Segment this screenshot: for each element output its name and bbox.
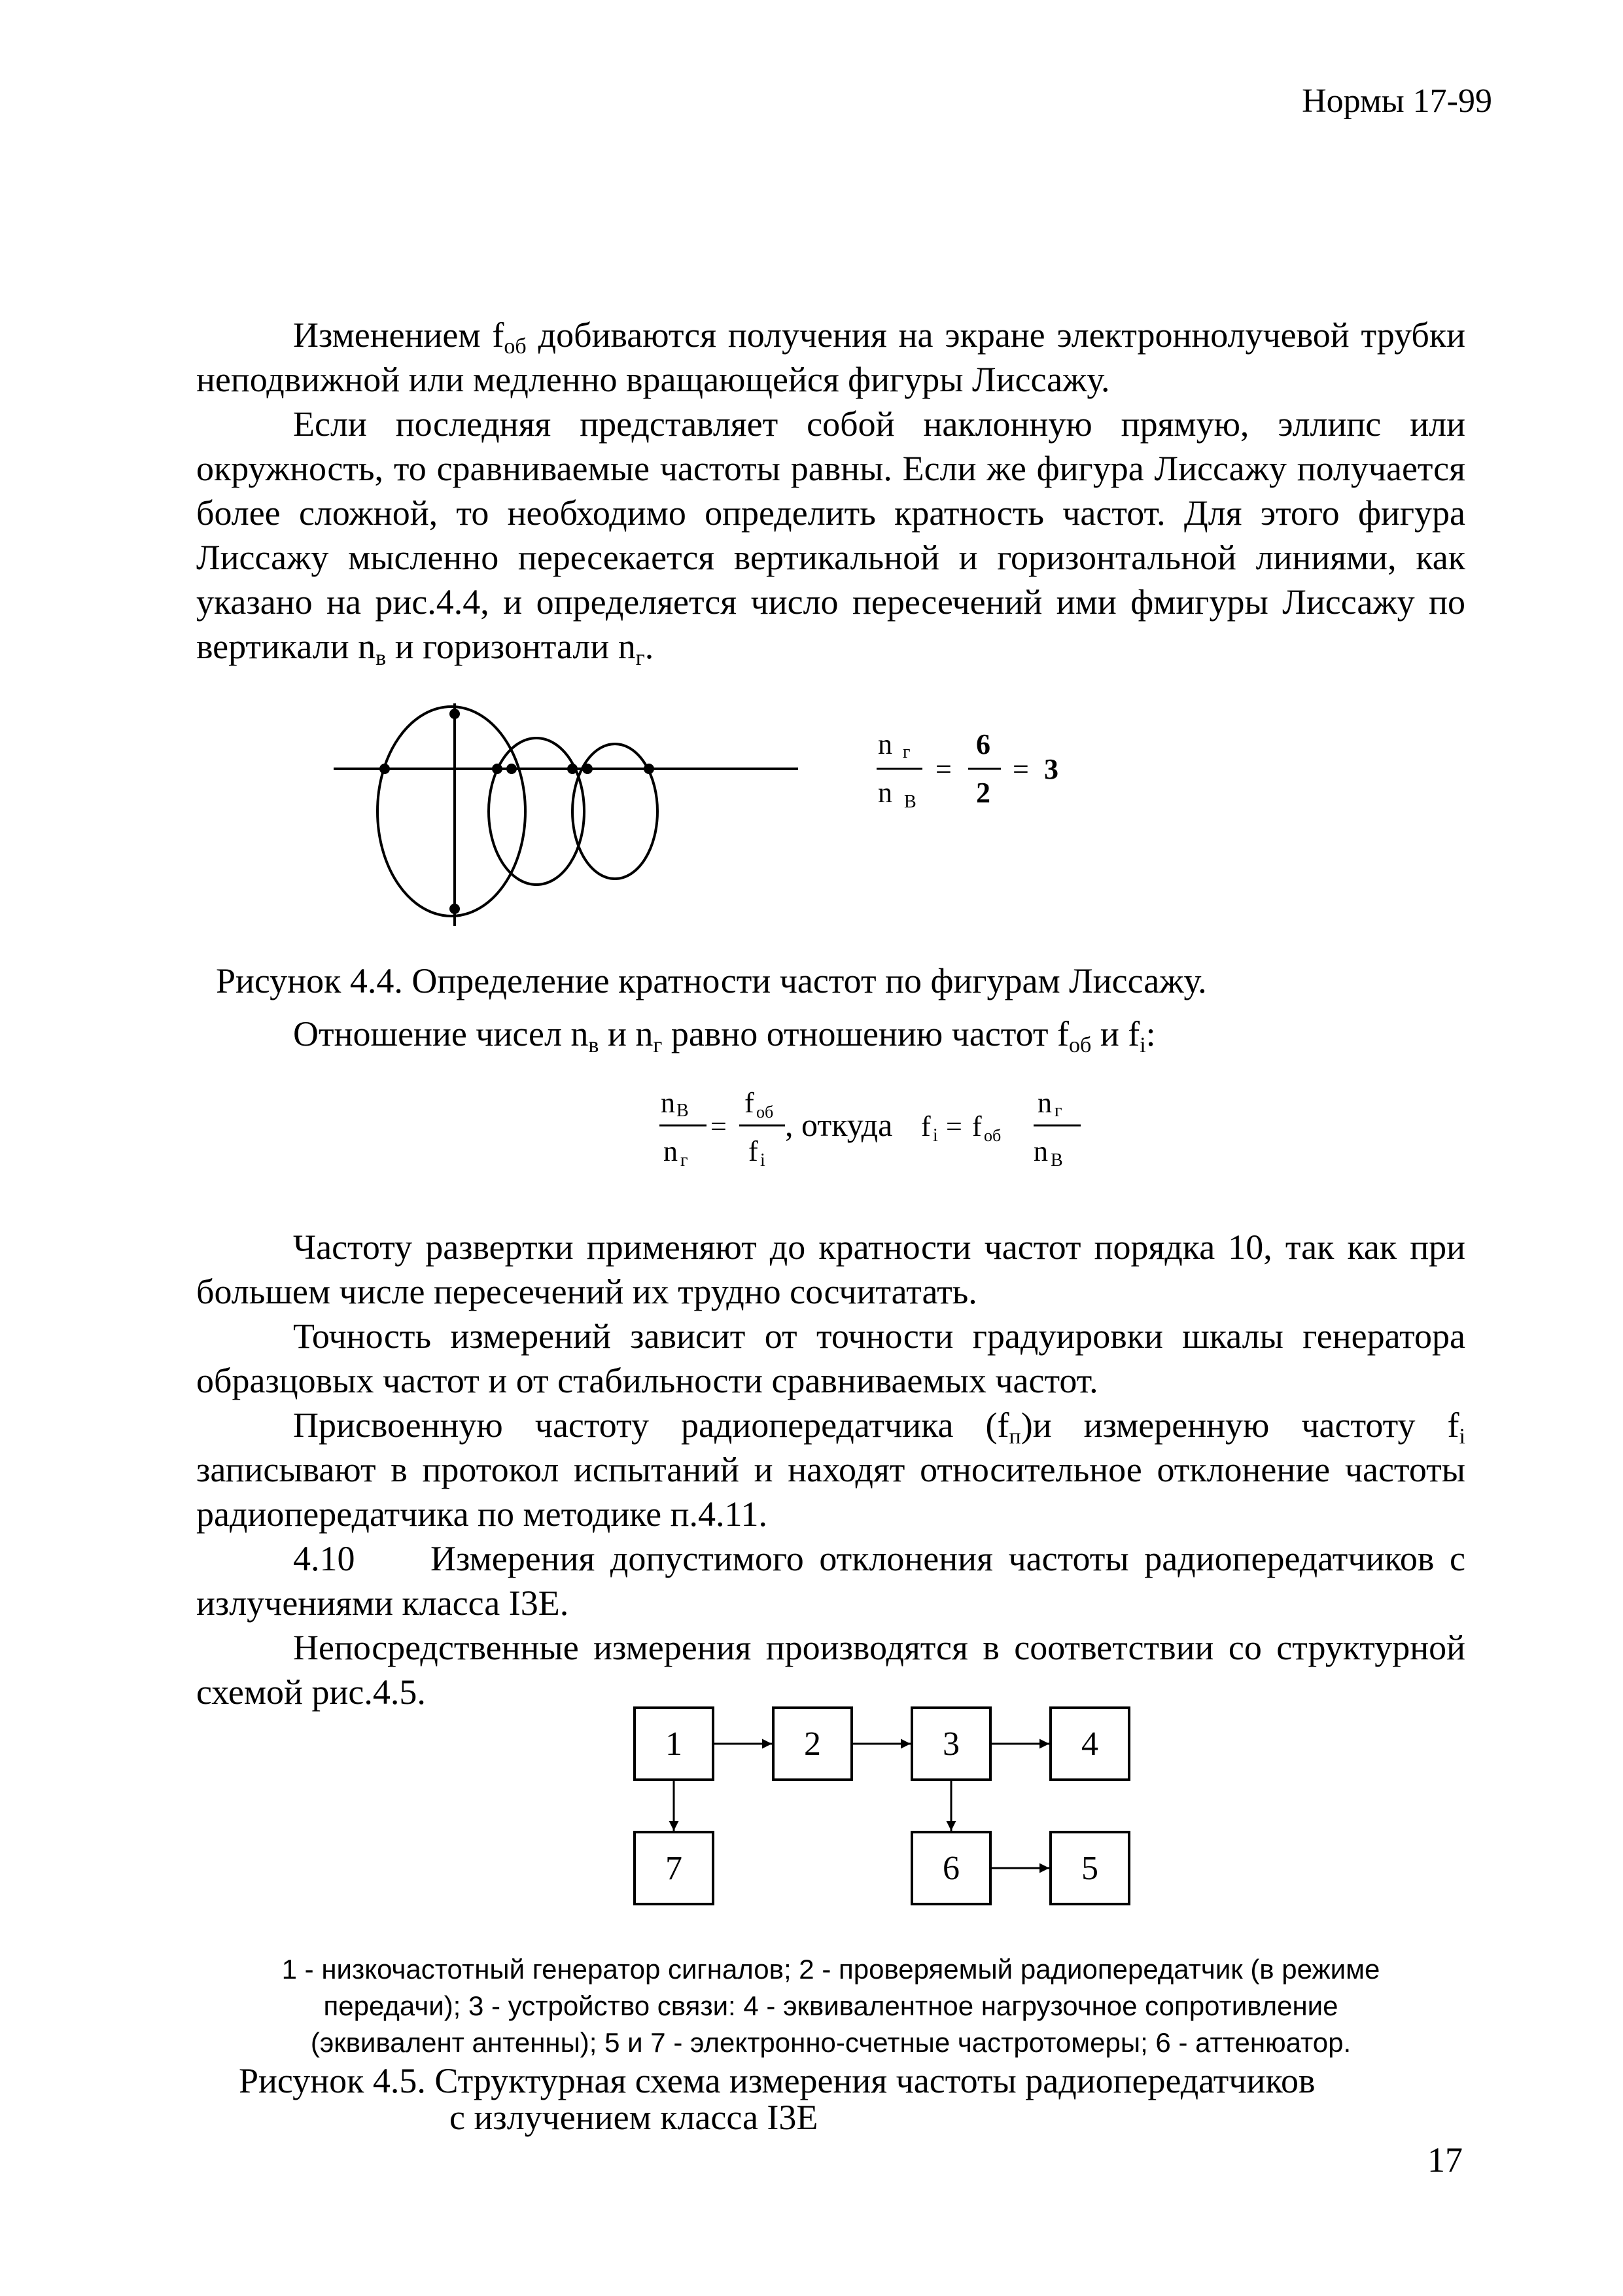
box-1: [635, 1708, 713, 1780]
svg-text:=: =: [710, 1110, 727, 1142]
svg-text:f: f: [748, 1135, 758, 1167]
svg-text:n: n: [1038, 1087, 1052, 1119]
paragraph-7: 4.10 Измерения допустимого отклонения частоты радиопередатчиков с излучениями класса I3E.: [196, 1536, 1465, 1625]
box-5: [1051, 1832, 1129, 1904]
intersection-point: [379, 764, 390, 774]
figure-4-5-caption: Рисунок 4.5. Структурная схема измерения частоты радиопередатчиков с излучением класса I3E: [239, 2061, 1316, 2137]
svg-text:=: =: [946, 1110, 962, 1142]
frequency-formula: [654, 1080, 1099, 1184]
svg-text:г: г: [680, 1150, 688, 1171]
ratio-formula: [870, 720, 1106, 818]
svg-text:f: f: [744, 1087, 754, 1119]
intro-text: [196, 313, 1465, 669]
svg-text:=: =: [935, 753, 952, 785]
svg-text:5: 5: [1081, 1850, 1098, 1887]
box-7: [635, 1832, 713, 1904]
block-diagram: [628, 1701, 1151, 1924]
svg-text:n: n: [878, 777, 892, 809]
intersection-point: [644, 764, 654, 774]
svg-text:3: 3: [1044, 753, 1058, 785]
svg-text:, откуда: , откуда: [785, 1106, 893, 1143]
svg-text:7: 7: [665, 1850, 682, 1887]
svg-text:i: i: [760, 1150, 765, 1171]
figure-4-4-caption: Рисунок 4.4. Определение кратности частот по фигурам Лиссажу.: [216, 961, 1207, 1000]
paragraph-6: Присвоенную частоту радиопередатчика $(f_п)и$ измеренную частоту $f_i$ записывают в протокол испытаний и находят относительное отклонение частоты радиопередатчика по методике п.4.11.: [196, 1405, 1465, 1534]
svg-text:2: 2: [804, 1725, 821, 1763]
main-text: [196, 1225, 1465, 1714]
svg-text:=: =: [1013, 753, 1029, 785]
svg-text:i: i: [933, 1125, 938, 1146]
svg-text:6: 6: [943, 1850, 960, 1887]
svg-text:В: В: [1051, 1150, 1063, 1171]
svg-text:1: 1: [665, 1725, 682, 1763]
intersection-point: [567, 764, 578, 774]
svg-text:об: об: [756, 1103, 774, 1122]
loop-2: [489, 738, 584, 885]
box-2: [773, 1708, 852, 1780]
section-number: 4.10: [293, 1539, 355, 1578]
legend-line: передачи); 3 - устройство связи: 4 - эквивалентное нагрузочное сопротивление: [323, 1990, 1338, 2021]
intersection-point: [449, 904, 460, 914]
paragraph-4: Частоту развертки применяют до кратности частот порядка 10, так как при большем числе пересечений их трудно сосчитатать.: [196, 1227, 1465, 1311]
intersection-point: [492, 764, 502, 774]
svg-text:n: n: [878, 728, 892, 760]
svg-text:4: 4: [1081, 1725, 1098, 1763]
svg-text:f: f: [921, 1110, 931, 1142]
box-4: [1051, 1708, 1129, 1780]
svg-text:3: 3: [943, 1725, 960, 1763]
svg-text:2: 2: [976, 777, 990, 809]
svg-text:f: f: [972, 1110, 982, 1142]
intersection-point: [506, 764, 517, 774]
page-header: Нормы 17-99: [1302, 82, 1492, 120]
box-3: [912, 1708, 990, 1780]
intersection-point: [582, 764, 593, 774]
lissajous-figure: [327, 694, 824, 936]
paragraph-3: Отношение чисел $n_в$ и $n_г$ равно отношению частот $f_{об}$ и $f_i$:: [293, 1014, 1156, 1057]
loop-1: [377, 707, 525, 916]
svg-text:n: n: [1034, 1135, 1048, 1167]
svg-text:В: В: [904, 792, 916, 812]
box-6: [912, 1832, 990, 1904]
legend-line: (эквивалент антенны); 5 и 7 - электронно-счетные частротомеры; 6 - аттенюатор.: [310, 2027, 1352, 2058]
page-number: 17: [1427, 2140, 1463, 2180]
svg-text:г: г: [1055, 1101, 1062, 1121]
svg-text:об: об: [984, 1126, 1002, 1145]
svg-text:n: n: [661, 1087, 675, 1119]
svg-text:В: В: [676, 1101, 689, 1121]
svg-text:г: г: [903, 742, 911, 762]
svg-text:n: n: [663, 1135, 678, 1167]
figure-4-5-legend: [216, 1951, 1446, 2061]
svg-text:6: 6: [976, 728, 990, 760]
paragraph-8: Непосредственные измерения производятся в соответствии со структурной схемой рис.4.5.: [196, 1628, 1465, 1712]
paragraph-2: Если последняя представляет собой наклонную прямую, эллипс или окружность, то сравниваемые частоты равны. Если же фигура Лиссажу получается более сложной, то необходимо определить кратность частот. Для этого фигура Лиссажу мысленно пересекается вертикальной и горизонтальной линиями, как указано на рис.4.4, и определяется число пересечений ими фмигуры Лиссажу по вертикали $n_в$ и горизонтали $n_г$.: [196, 404, 1465, 670]
paragraph-1: Изменением $f_{об}$ добиваются получения на экране электроннолучевой трубки неподвижной или медленно вращающейся фигуры Лиссажу.: [196, 315, 1465, 399]
ratio-text: [196, 1012, 1465, 1056]
paragraph-5: Точность измерений зависит от точности градуировки шкалы генератора образцовых частот и от стабильности сравниваемых частот.: [196, 1316, 1465, 1400]
legend-line: 1 - низкочастотный генератор сигналов; 2 - проверяемый радиопередатчик (в режиме: [281, 1954, 1380, 1985]
intersection-point: [449, 709, 460, 719]
